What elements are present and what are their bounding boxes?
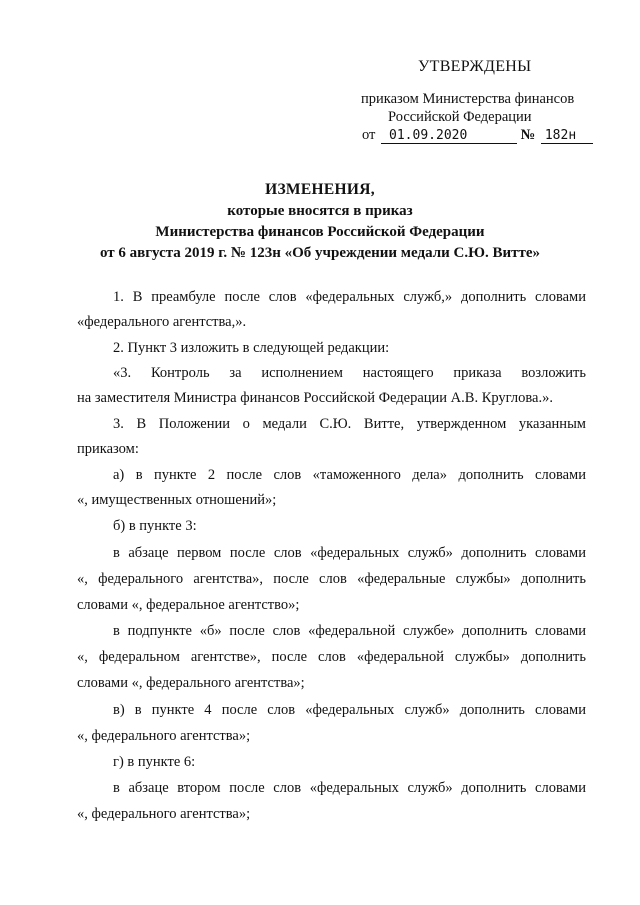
body-line-1: 1. В преамбуле после слов «федеральных служб,» дополнить словами xyxy=(113,289,586,305)
body-line-20: в абзаце втором после слов «федеральных служб» дополнить словами xyxy=(113,780,586,796)
approval-number-value: 182н xyxy=(541,128,593,144)
document-title: ИЗМЕНЕНИЯ, xyxy=(265,181,375,198)
approval-date-row xyxy=(362,127,593,144)
body-line-13: словами «, федеральное агентство»; xyxy=(77,597,300,613)
body-line-17: в) в пункте 4 после слов «федеральных служб» дополнить словами xyxy=(113,702,586,718)
body-line-19: г) в пункте 6: xyxy=(113,754,196,770)
approval-date-value: 01.09.2020 xyxy=(381,128,517,144)
document-subtitle-line3: от 6 августа 2019 г. № 123н «Об учреждении медали С.Ю. Витте» xyxy=(99,245,541,261)
approval-title: УТВЕРЖДЕНЫ xyxy=(418,58,532,75)
approval-issuer-line1: приказом Министерства финансов xyxy=(361,91,575,107)
body-line-6: 3. В Положении о медали С.Ю. Витте, утвержденном указанным xyxy=(113,416,586,432)
body-line-15: «, федеральном агентстве», после слов «федеральной службы» дополнить xyxy=(77,649,586,665)
body-line-7: приказом: xyxy=(77,441,139,457)
body-line-2: «федерального агентства,». xyxy=(77,314,247,330)
document-subtitle-line1: которые вносятся в приказ xyxy=(227,203,413,219)
approval-number-prefix: № xyxy=(520,127,536,143)
approval-date-prefix: от xyxy=(362,127,376,143)
body-line-21: «, федерального агентства»; xyxy=(77,806,251,822)
body-line-5: на заместителя Министра финансов Российской Федерации А.В. Круглова.». xyxy=(77,390,553,406)
body-line-10: б) в пункте 3: xyxy=(113,518,197,534)
body-line-3: 2. Пункт 3 изложить в следующей редакции: xyxy=(113,340,390,356)
body-line-9: «, имущественных отношений»; xyxy=(77,492,277,508)
body-line-18: «, федерального агентства»; xyxy=(77,728,251,744)
body-line-12: «, федерального агентства», после слов «федеральные службы» дополнить xyxy=(77,571,586,587)
document-subtitle-line2: Министерства финансов Российской Федерации xyxy=(155,224,485,240)
body-line-16: словами «, федерального агентства»; xyxy=(77,675,305,691)
body-line-14: в подпункте «б» после слов «федеральной службе» дополнить словами xyxy=(113,623,586,639)
approval-issuer-line2: Российской Федерации xyxy=(388,109,532,125)
body-line-4: «3. Контроль за исполнением настоящего приказа возложить xyxy=(113,365,586,381)
body-line-8: а) в пункте 2 после слов «таможенного дела» дополнить словами xyxy=(113,467,586,483)
body-line-11: в абзаце первом после слов «федеральных служб» дополнить словами xyxy=(113,545,586,561)
